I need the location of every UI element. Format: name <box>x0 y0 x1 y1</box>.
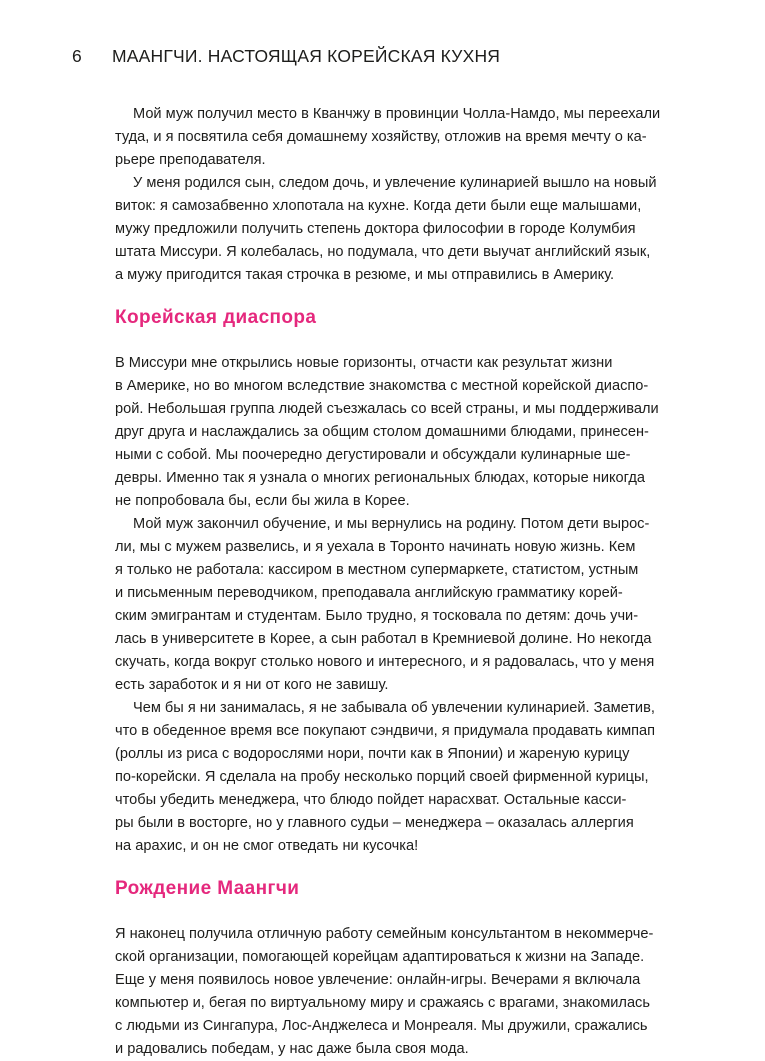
text-line: и письменным переводчиком, преподавала английскую грамматику корей- <box>115 585 623 601</box>
text-line: ли, мы с мужем развелись, и я уехала в Торонто начинать новую жизнь. Кем <box>115 539 636 555</box>
text-line: (роллы из риса с водорослями нори, почти как в Японии) и жареную курицу <box>115 746 630 762</box>
section-heading-birth-of-maangchi: Рождение Маангчи <box>115 878 300 899</box>
text-line: не попробовала бы, если бы жила в Корее. <box>115 493 410 509</box>
section-heading-korean-diaspora: Корейская диаспора <box>115 307 317 328</box>
text-line: Мой муж получил место в Кванчжу в провинции Чолла-Намдо, мы переехали <box>133 106 661 122</box>
text-line: ской организации, помогающей корейцам адаптироваться к жизни на Западе. <box>115 949 645 965</box>
text-line: У меня родился сын, следом дочь, и увлечение кулинарией вышло на новый <box>133 175 657 191</box>
text-line: скучать, когда вокруг столько нового и интересного, и я радовалась, что у меня <box>115 654 655 670</box>
page-header <box>72 46 725 74</box>
text-line: ским эмигрантам и студентам. Было трудно, я тосковала по детям: дочь учи- <box>115 608 639 624</box>
text-line: туда, и я посвятила себя домашнему хозяйству, отложив на время мечту о ка- <box>115 129 647 145</box>
page-body <box>115 103 661 1061</box>
text-line: на арахис, и он не смог отведать ни кусочка! <box>115 838 419 854</box>
text-line: Я наконец получила отличную работу семейным консультантом в некоммерче- <box>115 926 654 942</box>
text-line: штата Миссури. Я колебалась, но подумала, что дети выучат английский язык, <box>115 244 651 260</box>
text-line: есть заработок и я ни от кого не завишу. <box>115 677 389 693</box>
text-line: по-корейски. Я сделала на пробу несколько порций своей фирменной курицы, <box>115 769 649 785</box>
text-line: мужу предложили получить степень доктора философии в городе Колумбия <box>115 221 636 237</box>
intro-paragraph-2 <box>115 172 661 287</box>
text-line: девры. Именно так я узнала о многих региональных блюдах, которые никогда <box>115 470 645 486</box>
text-line: с людьми из Сингапура, Лос-Анджелеса и Монреаля. Мы дружили, сражались <box>115 1018 648 1034</box>
running-title: МААНГЧИ. НАСТОЯЩАЯ КОРЕЙСКАЯ КУХНЯ <box>112 46 501 66</box>
text-line: виток: я самозабвенно хлопотала на кухне. Когда дети были еще малышами, <box>115 198 642 214</box>
text-line: Чем бы я ни занималась, я не забывала об увлечении кулинарией. Заметив, <box>133 700 655 716</box>
section1-paragraph-1 <box>115 352 661 513</box>
text-line: Мой муж закончил обучение, и мы вернулись на родину. Потом дети вырос- <box>133 516 650 532</box>
section1-paragraph-3 <box>115 697 661 858</box>
section2-paragraph-1 <box>115 923 661 1061</box>
text-line: и радовались победам, у нас даже была своя мода. <box>115 1041 469 1057</box>
text-line: рой. Небольшая группа людей съезжалась со всей страны, и мы поддерживали <box>115 401 659 417</box>
text-line: ры были в восторге, но у главного судьи – менеджера – оказалась аллергия <box>115 815 634 831</box>
text-line: ными с собой. Мы поочередно дегустировали и обсуждали кулинарные ше- <box>115 447 631 463</box>
text-line: а мужу пригодится такая строчка в резюме, и мы отправились в Америку. <box>115 267 615 283</box>
section1-paragraph-2 <box>115 513 661 697</box>
text-line: я только не работала: кассиром в местном супермаркете, статистом, устным <box>115 562 639 578</box>
text-line: друг друга и наслаждались за общим столом домашними блюдами, принесен- <box>115 424 649 440</box>
text-line: компьютер и, бегая по виртуальному миру и сражаясь с врагами, знакомилась <box>115 995 650 1011</box>
intro-paragraph-1 <box>115 103 661 172</box>
text-line: чтобы убедить менеджера, что блюдо пойдет нарасхват. Остальные касси- <box>115 792 627 808</box>
text-line: лась в университете в Корее, а сын работал в Кремниевой долине. Но некогда <box>115 631 652 647</box>
text-line: в Америке, но во многом вследствие знакомства с местной корейской диаспо- <box>115 378 649 394</box>
text-line: рьере преподавателя. <box>115 152 266 168</box>
text-line: Еще у меня появилось новое увлечение: онлайн-игры. Вечерами я включала <box>115 972 641 988</box>
text-line: В Миссури мне открылись новые горизонты, отчасти как результат жизни <box>115 355 613 371</box>
page-number: 6 <box>72 46 82 66</box>
text-line: что в обеденное время все покупают сэндвичи, я придумала продавать кимпап <box>115 723 656 739</box>
